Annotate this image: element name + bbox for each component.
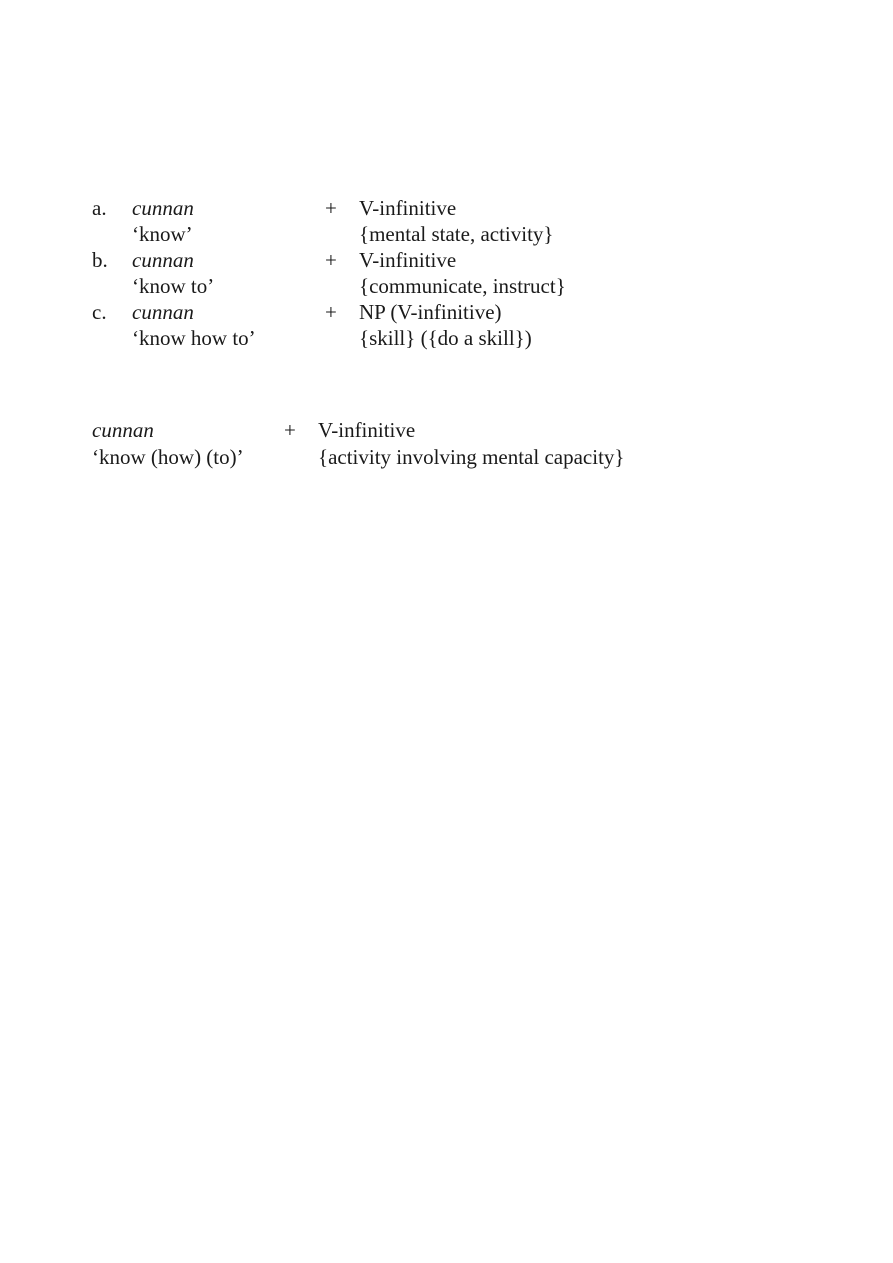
example-item-c-line2 <box>0 325 893 351</box>
summary-semantics: {activity involving mental capacity} <box>318 445 625 469</box>
summary-form: cunnan <box>92 418 154 442</box>
plus-operator: + <box>325 248 337 272</box>
summary-line1 <box>0 417 893 443</box>
item-gloss: ‘know to’ <box>132 274 215 298</box>
example-item-b-line1 <box>0 247 893 273</box>
example-item-b-line2 <box>0 273 893 299</box>
item-complement: V-infinitive <box>359 196 457 220</box>
item-marker: b. <box>92 248 108 272</box>
example-item-c-line1 <box>0 299 893 325</box>
item-complement: NP (V-infinitive) <box>359 300 502 324</box>
summary-line2 <box>0 444 893 470</box>
summary-gloss: ‘know (how) (to)’ <box>92 445 244 469</box>
plus-operator: + <box>325 300 337 324</box>
item-form: cunnan <box>132 196 194 220</box>
item-semantics: {skill} ({do a skill}) <box>359 326 532 350</box>
item-gloss: ‘know how to’ <box>132 326 256 350</box>
item-complement: V-infinitive <box>359 248 457 272</box>
plus-operator: + <box>284 418 296 442</box>
item-gloss: ‘know’ <box>132 222 193 246</box>
example-item-a-line2 <box>0 221 893 247</box>
item-form: cunnan <box>132 248 194 272</box>
item-marker: c. <box>92 300 107 324</box>
item-semantics: {mental state, activity} <box>359 222 554 246</box>
plus-operator: + <box>325 196 337 220</box>
item-semantics: {communicate, instruct} <box>359 274 566 298</box>
summary-complement: V-infinitive <box>318 418 416 442</box>
item-marker: a. <box>92 196 107 220</box>
item-form: cunnan <box>132 300 194 324</box>
example-item-a-line1 <box>0 195 893 221</box>
